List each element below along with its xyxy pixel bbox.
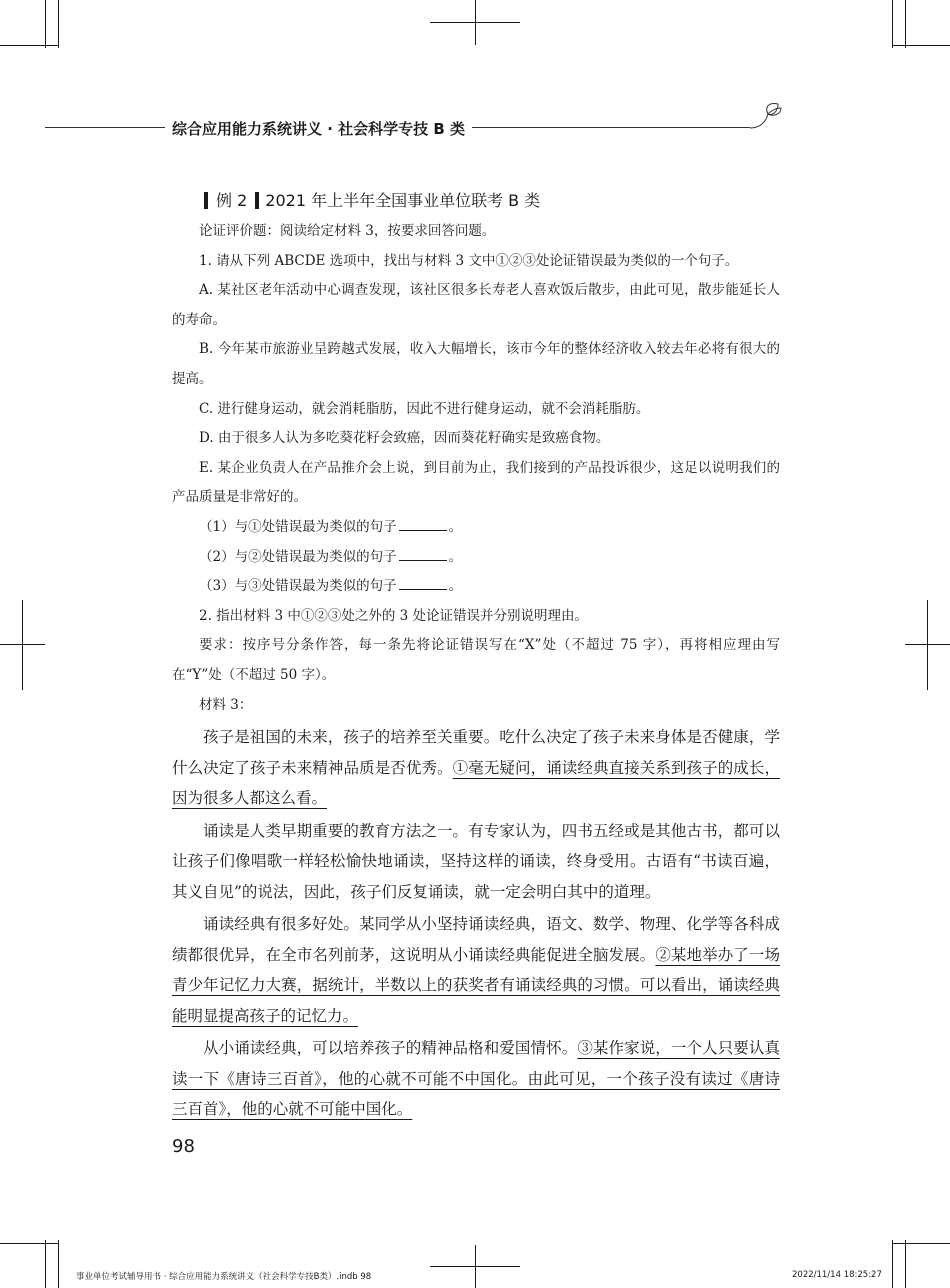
underlined-claim-2: ②某地举办了一场青少年记忆力大赛，据统计，半数以上的获奖者有诵读经典的习惯。可以看出，诵读经典能明显提高孩子的记忆力。 [172, 945, 780, 1025]
option-a: A. 某社区老年活动中心调查发现，该社区很多长寿老人喜欢饭后散步，由此可见，散步能延长人的寿命。 [172, 282, 780, 328]
registration-mark [0, 644, 45, 645]
crop-mark [905, 1240, 906, 1288]
material-label: 材料 3： [199, 696, 253, 713]
sprout-icon [748, 100, 784, 130]
material-paragraph: 诵读经典有很多好处。某同学从小坚持诵读经典，语文、数学、物理、化学等各科成绩都很优异，在全市名列前茅，这说明从小诵读经典能促进全脑发展。②某地举办了一场青少年记忆力大赛，据统计，半数以上的获奖者有诵读经典的习惯。可以看出，诵读经典能明显提高孩子的记忆力。 [172, 915, 780, 1025]
option-c: C. 进行健身运动，就会消耗脂肪，因此不进行健身运动，就不会消耗脂肪。 [199, 400, 650, 417]
crop-mark [892, 1240, 893, 1288]
requirement: 要求：按序号分条作答，每一条先将论证错误写在“X”处（不超过 75 字），再将相应理由写在“Y”处（不超过 50 字）。 [172, 637, 780, 683]
crop-mark [45, 1240, 46, 1288]
registration-mark [927, 600, 928, 690]
crop-mark [0, 45, 58, 46]
question-intro: 论证评价题：阅读给定材料 3，按要求回答问题。 [199, 223, 496, 239]
underlined-claim-3: ③某作家说，一个人只要认真读一下《唐诗三百首》，他的心就不可能不中国化。由此可见，一个孩子没有读过《唐诗三百首》，他的心就不可能中国化。 [172, 1039, 780, 1119]
example-label: 例 2 [216, 191, 248, 210]
crop-mark [58, 1240, 59, 1288]
crop-mark [892, 1243, 950, 1244]
registration-mark [22, 600, 23, 690]
subquestion-1: （1）与①处错误最为类似的句子 。 [172, 513, 780, 543]
question-2: 2. 指出材料 3 中①②③处之外的 3 处论证错误并分别说明理由。 [199, 607, 589, 624]
print-footer-file: 事业单位考试辅导用书 · 综合应用能力系统讲义（社会科学专技B类）.indb 98 [76, 1272, 372, 1282]
underlined-claim-1: ①毫无疑问，诵读经典直接关系到孩子的成长，因为很多人都这么看。 [172, 758, 780, 808]
registration-mark [905, 644, 950, 645]
material-paragraph: 诵读是人类早期重要的教育方法之一。有专家认为，四书五经或是其他古书，都可以让孩子们像唱歌一样轻松愉快地诵读，坚持这样的诵读，终身受用。古语有“书读百遍，其义自见”的说法，因此，孩子们反复诵读，就一定会明白其中的道理。 [172, 821, 780, 901]
option-e: E. 某企业负责人在产品推介会上说，到目前为止，我们接到的产品投诉很少，这足以说明我们的产品质量是非常好的。 [172, 459, 780, 506]
answer-blank [399, 516, 447, 531]
registration-mark [430, 1266, 520, 1267]
content [172, 185, 780, 1125]
material-paragraph: 从小诵读经典，可以培养孩子的精神品格和爱国情怀。③某作家说，一个人只要认真读一下《唐诗三百首》，他的心就不可能不中国化。由此可见，一个孩子没有读过《唐诗三百首》，他的心就不可能中国化。 [172, 1039, 780, 1119]
registration-mark [430, 22, 520, 23]
subquestion-3: （3）与③处错误最为类似的句子 。 [172, 572, 780, 602]
crop-mark [45, 0, 46, 48]
header-rule-right [472, 127, 750, 128]
crop-mark [892, 0, 893, 48]
page-number: 98 [172, 1136, 195, 1157]
heading-bar [255, 192, 259, 209]
answer-blank [399, 546, 447, 561]
subquestion-2: （2）与②处错误最为类似的句子 。 [172, 543, 780, 573]
answer-blank [399, 575, 447, 590]
crop-mark [0, 1243, 58, 1244]
crop-mark [58, 0, 59, 48]
print-footer-timestamp: 2022/11/14 18:25:27 [792, 1270, 882, 1280]
example-heading [204, 185, 780, 217]
header-rule-left [45, 127, 165, 128]
crop-mark [905, 0, 906, 48]
example-source: 2021 年上半年全国事业单位联考 B 类 [265, 191, 541, 210]
crop-mark [892, 45, 950, 46]
option-d: D. 由于很多人认为多吃葵花籽会致癌，因而葵花籽确实是致癌食物。 [199, 430, 610, 447]
material-paragraph: 孩子是祖国的未来，孩子的培养至关重要。吃什么决定了孩子未来身体是否健康，学什么决定了孩子未来精神品质是否优秀。①毫无疑问，诵读经典直接关系到孩子的成长，因为很多人都这么看。 [172, 728, 780, 808]
running-header-title: 综合应用能力系统讲义 · 社会科学专技 B 类 [172, 120, 466, 138]
question-1: 1. 请从下列 ABCDE 选项中，找出与材料 3 文中①②③处论证错误最为类似的一个句子。 [199, 252, 739, 269]
option-b: B. 今年某市旅游业呈跨越式发展，收入大幅增长，该市今年的整体经济收入较去年必将有很大的提高。 [172, 341, 780, 387]
heading-bar [204, 192, 208, 209]
